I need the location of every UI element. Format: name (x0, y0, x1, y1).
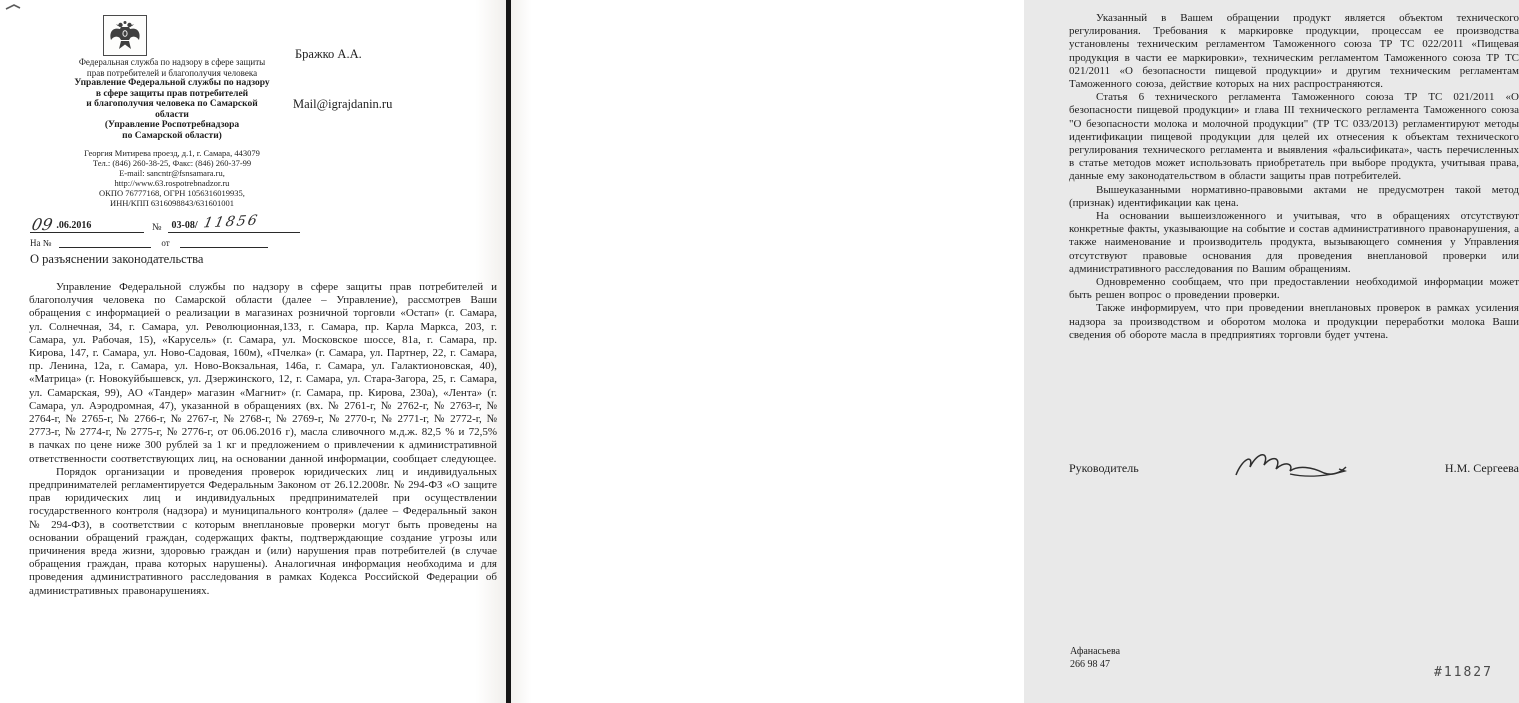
page-right (511, 0, 1519, 703)
agency-name-line: прав потребителей и благополучия человека (86, 67, 258, 78)
agency-bold-line: и благополучия человека по Самарской (86, 99, 258, 109)
body-paragraph: Одновременно сообщаем, что при предоставлении необходимой информации может быть решен вопрос о проведении проверки. (1069, 276, 1519, 302)
agency-name-line: Федеральная служба по надзору в сфере защиты (78, 57, 266, 67)
incoming-line (30, 237, 320, 248)
subject-line: О разъяснении законодательства (30, 252, 204, 266)
letterhead (26, 57, 318, 208)
agency-bold-line: Управление Федеральной службы по надзору (74, 78, 270, 88)
date-field (30, 213, 144, 233)
contact-line: Георгия Митирева проезд, д.1, г. Самара, 443079 (84, 148, 260, 158)
stamp-number: #11827 (1434, 665, 1493, 680)
handwritten-signature-icon (1232, 449, 1352, 483)
incoming-number-blank (59, 237, 151, 248)
contact-line: ИНН/КПП 6316098843/631601001 (110, 198, 234, 208)
body-paragraph: Вышеуказанными нормативно-правовыми актами не предусмотрен такой метод (признак) идентификации как цена. (1069, 183, 1519, 209)
date-day-handwritten: 09 (30, 215, 55, 234)
incoming-number-label: На № (30, 238, 52, 248)
body-paragraph: На основании вышеизложенного и учитывая, что в обращениях отсутствуют конкретные факты, указывающие на событие и состав административного правонарушения, а также наименование и производитель продукта, вызывающего сомнения у Управления отсутствуют правовые основания для проведения внеплановой проверки или административного расследования по Вашим обращениям. (1069, 210, 1519, 275)
registration-line (30, 213, 320, 233)
from-label: от (161, 238, 170, 248)
executor-phone: 266 98 47 (1070, 659, 1110, 670)
recipient-email: Mail@igrajdanin.ru (293, 97, 393, 111)
letterhead-contacts (26, 148, 318, 208)
body-paragraph: Управление Федеральной службы по надзору в сфере защиты прав потребителей и благополучия человека по Самарской области (далее – Управление), рассмотрев Ваши обращения с информацией о реализации в магазинах розничной торговли «Остап» (г. Самара, ул. Солнечная, 34, г. Самара, ул. Революционная,133, г. Самара, пр. Карла Маркса, 203, г. Самара, ул. Рабочая, 15), «Карусель» (г. Самара, ул. Московское шоссе, 81а, г. Самара, пр. Кирова, 147, г. Самара, ул. Ново-Садовая, 160м), «Пчелка» (г. Самара, ул. Партнер, 22, г. Самара, пр. Ленина, 12а, г. Самара, ул. Ново-Вокзальная, 146а, г. Самара, ул. Галактионовская, 40), «Матрица» (г. Новокуйбышевск, ул. Дзержинского, 12, г. Самара, ул. Стара-Загора, 25, г. Самара, ул. Самарская, 99), АО «Тандер» магазин «Магнит» (г. Самара, пр. Кирова, 230а), «Лента» (г. Самара, ул. Аэродромная, 47), указанной в обращениях (вх. № 2761-г, № 2762-г, № 2763-г, № 2764-г, № 2765-г, № 2766-г, № 2767-г, № 2768-г, № 2769-г, № 2770-г, № 2771-г, № 2772-г, № 2773-г, № 2774-г, № 2775-г, № 2776-г, от 06.06.2016 г), масла сливочного м.д.ж. 82,5 % и 72,5% в пачках по цене ниже 300 рублей за 1 кг и предложением о привлечении к административной ответственности соответствующих лиц, на основании данной информации, сообщает следующее. (29, 281, 497, 465)
russian-coat-of-arms-icon (108, 20, 142, 51)
number-sign: № (152, 222, 162, 233)
body-paragraph: Статья 6 технического регламента Таможенного союза ТР ТС 021/2011 «О безопасности пищевой продукции» и глава III технического регламента Таможенного союза "О безопасности молока и молочной продукции" (ТР ТС 033/2013) регламентируют методы идентификации пищевой продукции для целей их отнесения к объектам технического регулирования технического регламента и выявления «фальсификата», часть перечисленных в статье методов может использовать приобретатель при выборе продукта, учитывая права, данные ему законодательством в области защиты прав потребителей. (1069, 91, 1519, 183)
signature-title: Руководитель (1069, 461, 1139, 475)
number-prefix: 03-08/ (171, 220, 198, 231)
body-paragraph: Порядок организации и проведения проверок юридических лиц и индивидуальных предпринимателей регламентируется Федеральным Законом от 26.12.2008г. № 294-ФЗ «О защите прав юридических лиц и индивидуальных предпринимателей при осуществлении государственного контроля (надзора) и муниципального контроля» (далее – Федеральный закон № 294-ФЗ), в соответствии с которым внеплановые проверки могут быть проведены на основании обращений граждан, содержащих факты, подтверждающие создание угрозы или причинения вреда жизни, здоровью граждан и (или) нарушения прав потребителей (в случае обращения граждан, права которых нарушены). Аналогичная информация необходима и для проведения административного расследования в рамках Кодекса Российской Федерации об административных правонарушениях. (29, 465, 497, 597)
contact-line: http://www.63.rospotrebnadzor.ru (114, 178, 230, 188)
contact-line: ОКПО 76777168, ОГРН 1056316019935, (99, 188, 245, 198)
date-printed: .06.2016 (56, 220, 92, 231)
agency-bold-line: области (155, 109, 189, 120)
signatory-name: Н.М. Сергеева (1444, 461, 1519, 475)
coat-of-arms-box (103, 15, 147, 56)
body-text-right (1069, 12, 1519, 342)
number-field (168, 212, 300, 233)
agency-bold-line: (Управление Роспотребнадзора (104, 120, 240, 130)
body-text-left (29, 281, 497, 598)
body-paragraph: Указанный в Вашем обращении продукт является объектом технического регулирования. Требования к маркировке продукции, процессам ее производства установлены техническим регламентом Таможенного союза ТР ТС 022/2011 «Пищевая продукция в части ее маркировки», техническим регламентом Таможенного союза ТР ТС 021/2011 «О безопасности пищевой продукции» и другим техническим регламентам Таможенного союза, действие которых на них распространяются. (1069, 12, 1519, 91)
recipient-name: Бражко А.А. (295, 47, 362, 61)
executor-name: Афанасьева (1070, 646, 1121, 657)
pen-mark (5, 2, 23, 12)
agency-bold-line: в сфере защиты прав потребителей (95, 88, 249, 99)
contact-line: Тел.: (846) 260-38-25, Факс: (846) 260-37-99 (92, 158, 252, 168)
number-handwritten: 11856 (201, 212, 261, 232)
from-date-blank (180, 237, 268, 248)
signature-row (1069, 461, 1519, 495)
body-paragraph: Также информируем, что при проведении внеплановых проверок в рамках усиления надзора за производством и оборотом молока и продукции переработки молока Ваши сведения об обороте масла в предприятиях торговли будет учтена. (1069, 302, 1519, 341)
page-left (0, 0, 506, 703)
agency-bold-line: по Самарской области) (122, 130, 222, 141)
contact-line: E-mail: sancntr@fsnsamara.ru, (119, 168, 225, 178)
executor-block (1070, 645, 1120, 671)
